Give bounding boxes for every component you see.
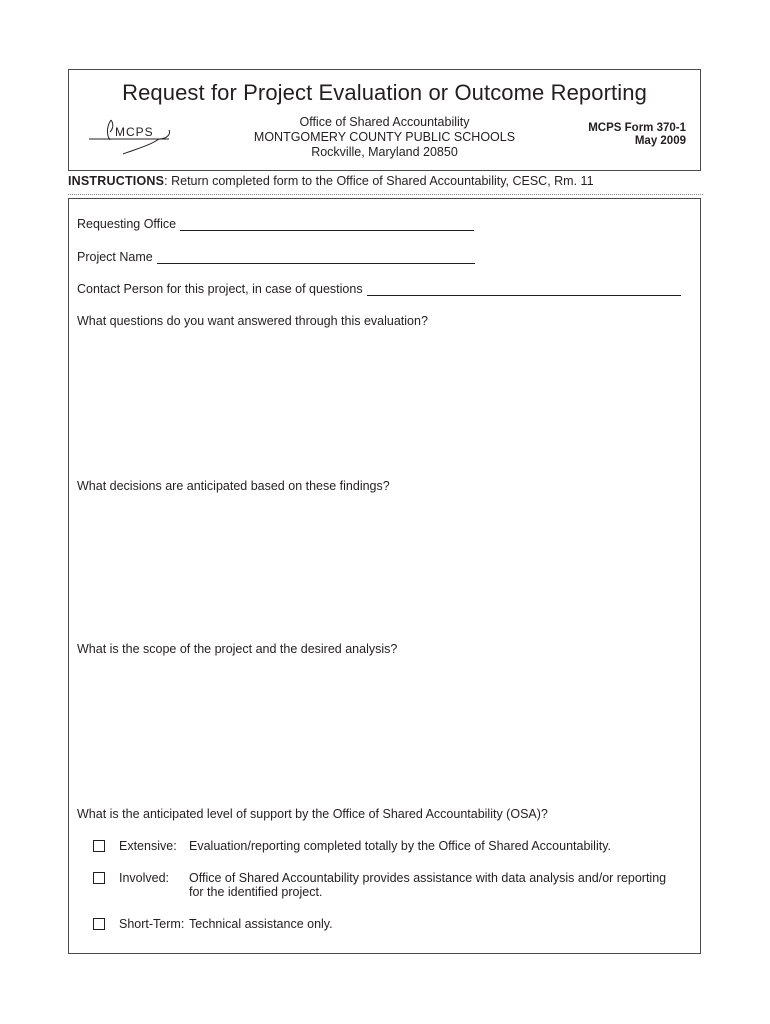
- option-label: Short-Term:: [119, 917, 185, 931]
- question-decisions: What decisions are anticipated based on these findings?: [77, 479, 390, 493]
- question-evaluation: What questions do you want answered through this evaluation?: [77, 314, 428, 328]
- project-name-row: [77, 250, 475, 264]
- instructions-text: : Return completed form to the Office of Shared Accountability, CESC, Rm. 11: [164, 174, 594, 188]
- contact-person-label: Contact Person for this project, in case of questions: [77, 282, 363, 296]
- office-city: Rockville, Maryland 20850: [311, 145, 458, 159]
- district-name: MONTGOMERY COUNTY PUBLIC SCHOOLS: [253, 130, 516, 144]
- project-name-input[interactable]: [157, 253, 475, 264]
- form-number-block: [588, 122, 686, 148]
- office-name: Office of Shared Accountability: [299, 115, 470, 129]
- instructions-label: INSTRUCTIONS: [68, 174, 165, 188]
- option-description: Office of Shared Accountability provides assistance with data analysis and/or reporting for the identified project.: [189, 871, 667, 899]
- form-title: Request for Project Evaluation or Outcome Reporting: [122, 80, 647, 105]
- form-number: MCPS Form 370-1: [588, 122, 686, 134]
- extensive-checkbox[interactable]: [93, 840, 105, 852]
- option-description: Technical assistance only.: [189, 917, 333, 931]
- option-extensive: [93, 839, 612, 853]
- option-short-term: [93, 917, 333, 931]
- form-body: [68, 198, 701, 954]
- option-involved: [93, 871, 667, 899]
- instructions: [68, 174, 701, 188]
- requesting-office-label: Requesting Office: [77, 217, 177, 231]
- question-scope: What is the scope of the project and the desired analysis?: [77, 642, 398, 656]
- option-label: Extensive:: [119, 839, 177, 853]
- option-description: Evaluation/reporting completed totally by the Office of Shared Accountability.: [189, 839, 612, 853]
- involved-checkbox[interactable]: [93, 872, 105, 884]
- form-header: [68, 69, 701, 171]
- question-support-level: What is the anticipated level of support by the Office of Shared Accountability (OSA)?: [77, 807, 548, 821]
- logo-text: MCPS: [115, 125, 154, 139]
- form-date: May 2009: [634, 135, 686, 147]
- requesting-office-row: [77, 217, 474, 231]
- contact-person-row: [77, 282, 681, 296]
- option-label: Involved:: [119, 871, 170, 885]
- short-term-checkbox[interactable]: [93, 918, 105, 930]
- requesting-office-input[interactable]: [180, 220, 474, 231]
- project-name-label: Project Name: [77, 250, 153, 264]
- divider: [68, 194, 703, 195]
- contact-person-input[interactable]: [367, 285, 681, 296]
